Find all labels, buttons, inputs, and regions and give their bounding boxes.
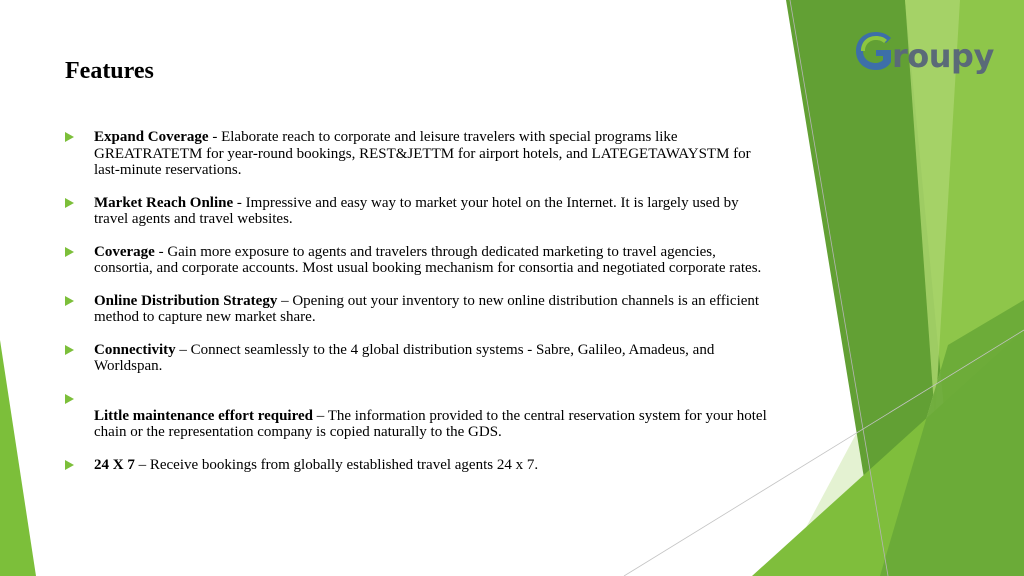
feature-text: Receive bookings from globally established travel agents 24 x 7.: [149, 456, 539, 473]
feature-separator: –: [134, 456, 150, 473]
deco-left-stripe: [0, 340, 36, 576]
bullet-arrow-icon: [65, 394, 74, 404]
groupy-logo-mark: [852, 24, 1000, 78]
bullet-arrow-icon: [65, 198, 74, 208]
groupy-logo: [852, 24, 1000, 78]
feature-term: Market Reach Online: [94, 194, 234, 211]
feature-text: The information provided to the central reservation system for your hotel chain or the representation company is copied naturally to the GDS.: [94, 407, 767, 440]
bullet-arrow-icon: [65, 247, 74, 257]
feature-item: [65, 342, 770, 375]
feature-item: [65, 293, 770, 326]
slide-title: Features: [65, 58, 154, 84]
feature-term: Little maintenance effort required: [94, 407, 313, 424]
feature-text: Elaborate reach to corporate and leisure travelers with special programs like GREATRATETM for year-round bookings, REST&JETTM for airport hotels, and LATEGETAWAYSTM for last-minute reservations.: [94, 129, 751, 178]
feature-text: Connect seamlessly to the 4 global distribution systems - Sabre, Galileo, Amadeus, and Worldspan.: [94, 341, 715, 374]
feature-text: Impressive and easy way to market your hotel on the Internet. It is largely used by travel agents and travel websites.: [94, 194, 739, 227]
feature-separator: –: [312, 407, 328, 424]
feature-item: [65, 195, 770, 228]
feature-item: [65, 244, 770, 277]
feature-separator: –: [175, 341, 191, 358]
feature-separator: –: [277, 292, 293, 309]
feature-separator: -: [154, 243, 168, 260]
feature-term: 24 X 7: [94, 456, 135, 473]
feature-term: Expand Coverage: [94, 129, 209, 145]
feature-item: [65, 129, 770, 179]
bullet-arrow-icon: [65, 296, 74, 306]
svg-text:roupy: roupy: [892, 37, 994, 75]
feature-text: Opening out your inventory to new online distribution channels is an efficient method to capture new market share.: [94, 292, 760, 325]
feature-item: [65, 457, 770, 474]
feature-item: [65, 391, 770, 441]
feature-term: Connectivity: [94, 341, 176, 358]
feature-term: Online Distribution Strategy: [94, 292, 278, 309]
bullet-arrow-icon: [65, 132, 74, 142]
feature-list: [65, 129, 770, 489]
feature-term: Coverage: [94, 243, 155, 260]
feature-text: Gain more exposure to agents and travelers through dedicated marketing to travel agencies, consortia, and corporate accounts. Most usual booking mechanism for consortia and negotiated corporate rates.: [94, 243, 762, 276]
bullet-arrow-icon: [65, 460, 74, 470]
feature-separator: -: [208, 129, 222, 145]
feature-separator: -: [233, 194, 246, 211]
bullet-arrow-icon: [65, 345, 74, 355]
